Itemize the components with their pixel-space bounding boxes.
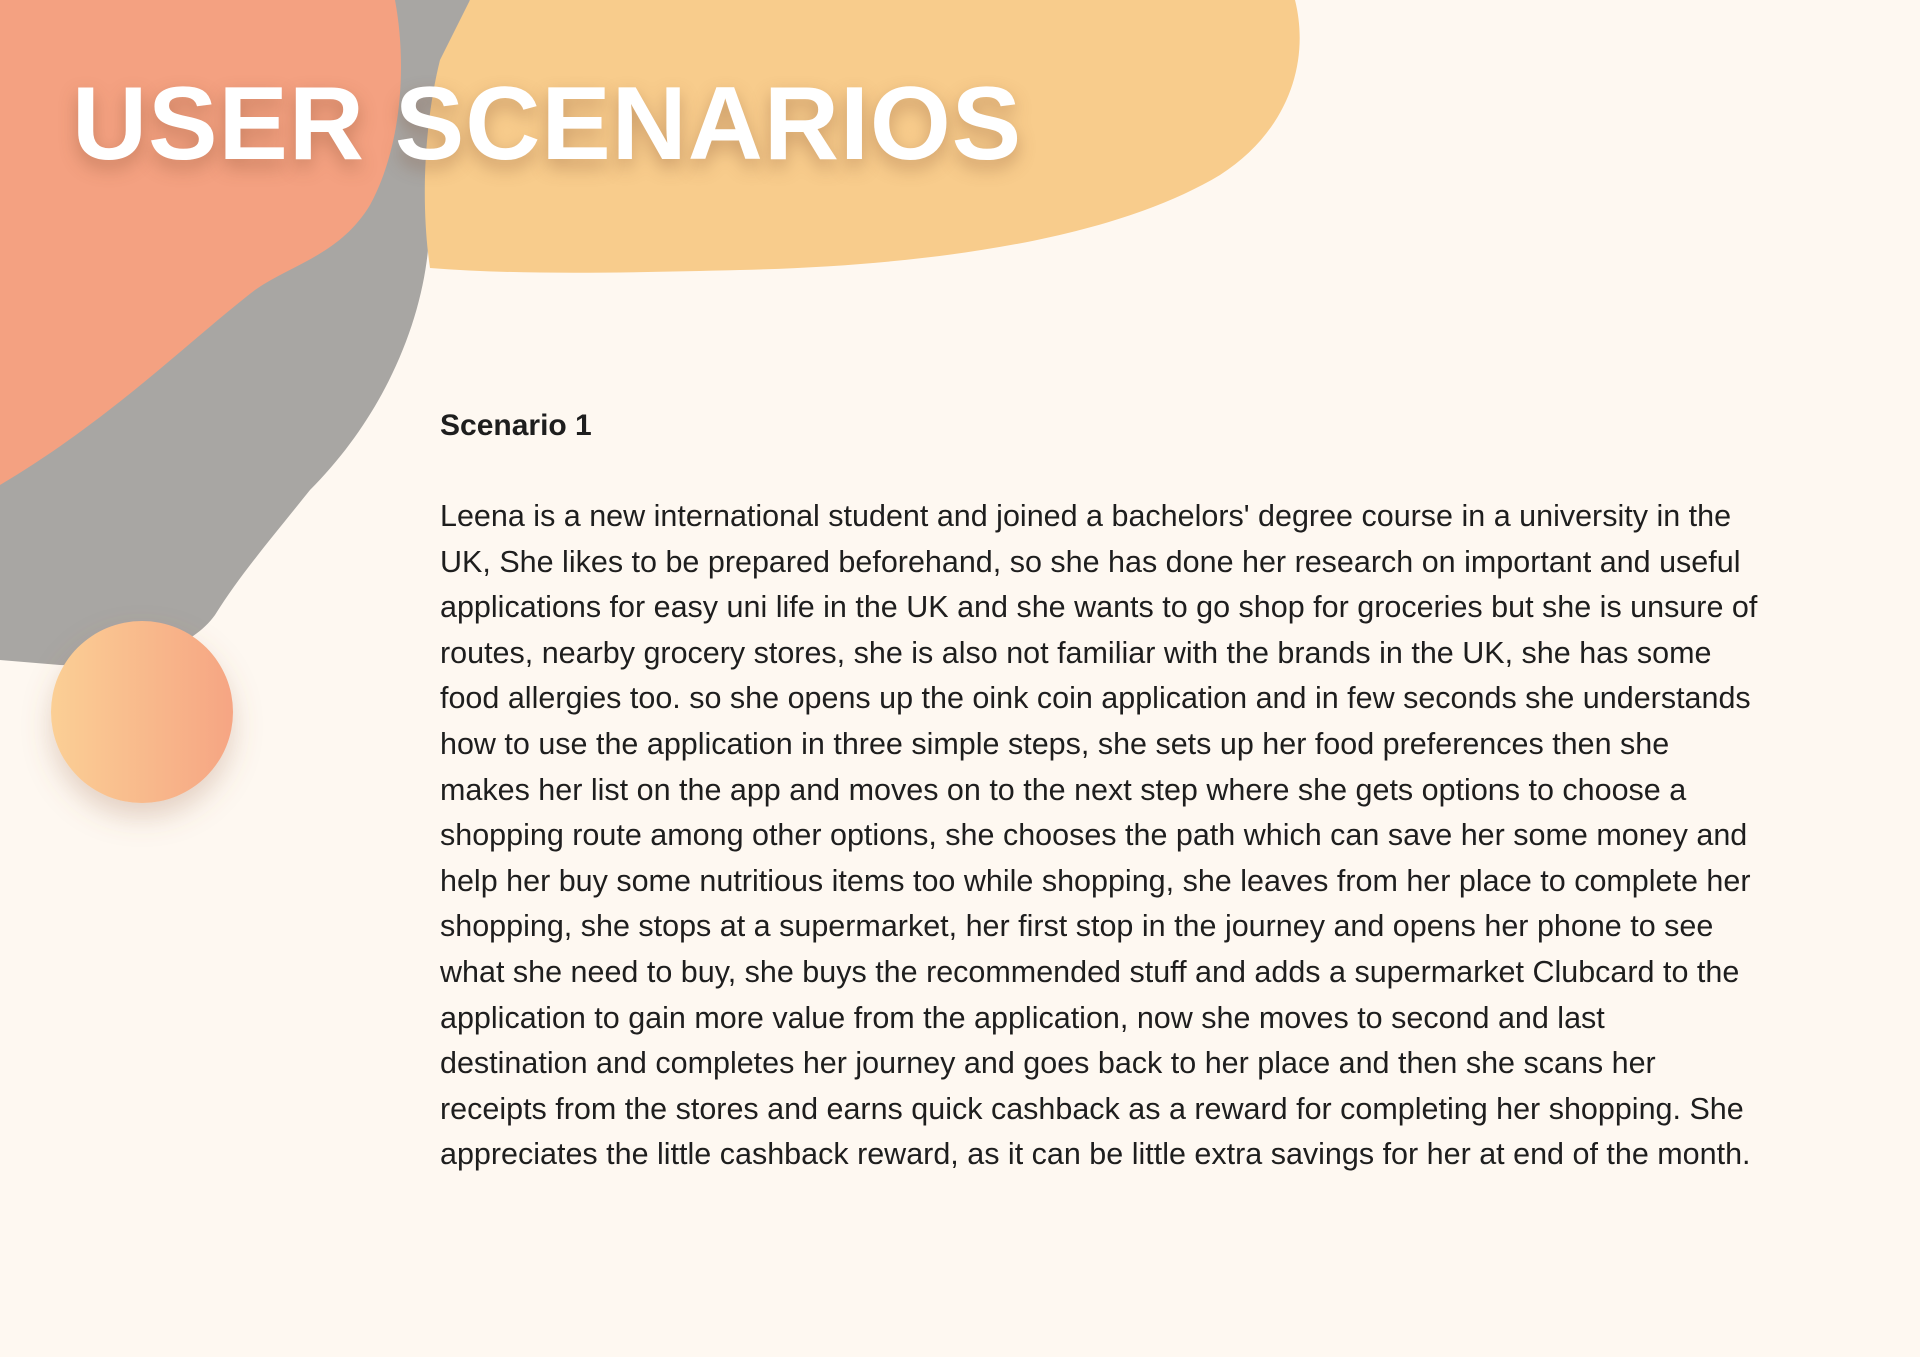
scenario-line: applications for easy uni life in the UK and she wants to go shop for groceries but she is unsure of	[440, 590, 1758, 625]
gradient-circle	[51, 621, 233, 803]
scenario-line: receipts from the stores and earns quick cashback as a reward for completing her shopping. She	[440, 1091, 1744, 1126]
scenario-line: what she need to buy, she buys the recommended stuff and adds a supermarket Clubcard to the	[440, 954, 1740, 989]
scenario-line: makes her list on the app and moves on to the next step where she gets options to choose a	[440, 772, 1687, 807]
scenario-line: destination and completes her journey and goes back to her place and then she scans her	[440, 1046, 1656, 1081]
scenario-line: shopping, she stops at a supermarket, her first stop in the journey and opens her phone to see	[440, 909, 1714, 944]
scenario-line: appreciates the little cashback reward, as it can be little extra savings for her at end of the month.	[440, 1137, 1751, 1172]
scenario-heading: Scenario 1	[440, 409, 592, 442]
scenario-line: help her buy some nutritious items too while shopping, she leaves from her place to complete her	[440, 863, 1751, 898]
scenario-line: routes, nearby grocery stores, she is also not familiar with the brands in the UK, she has some	[440, 635, 1712, 670]
scenario-body	[440, 494, 1820, 1178]
scenario-line: UK, She likes to be prepared beforehand, so she has done her research on important and useful	[440, 544, 1741, 579]
scenario-line: shopping route among other options, she chooses the path which can save her some money and	[440, 818, 1748, 853]
scenario-line: application to gain more value from the application, now she moves to second and last	[440, 1000, 1605, 1035]
scenario-line: Leena is a new international student and joined a bachelors' degree course in a university in the	[440, 499, 1732, 533]
scenario-line: food allergies too. so she opens up the oink coin application and in few seconds she understands	[440, 681, 1751, 716]
page-title: USER SCENARIOS	[72, 66, 1023, 182]
scenario-line: how to use the application in three simple steps, she sets up her food preferences then she	[440, 726, 1670, 761]
